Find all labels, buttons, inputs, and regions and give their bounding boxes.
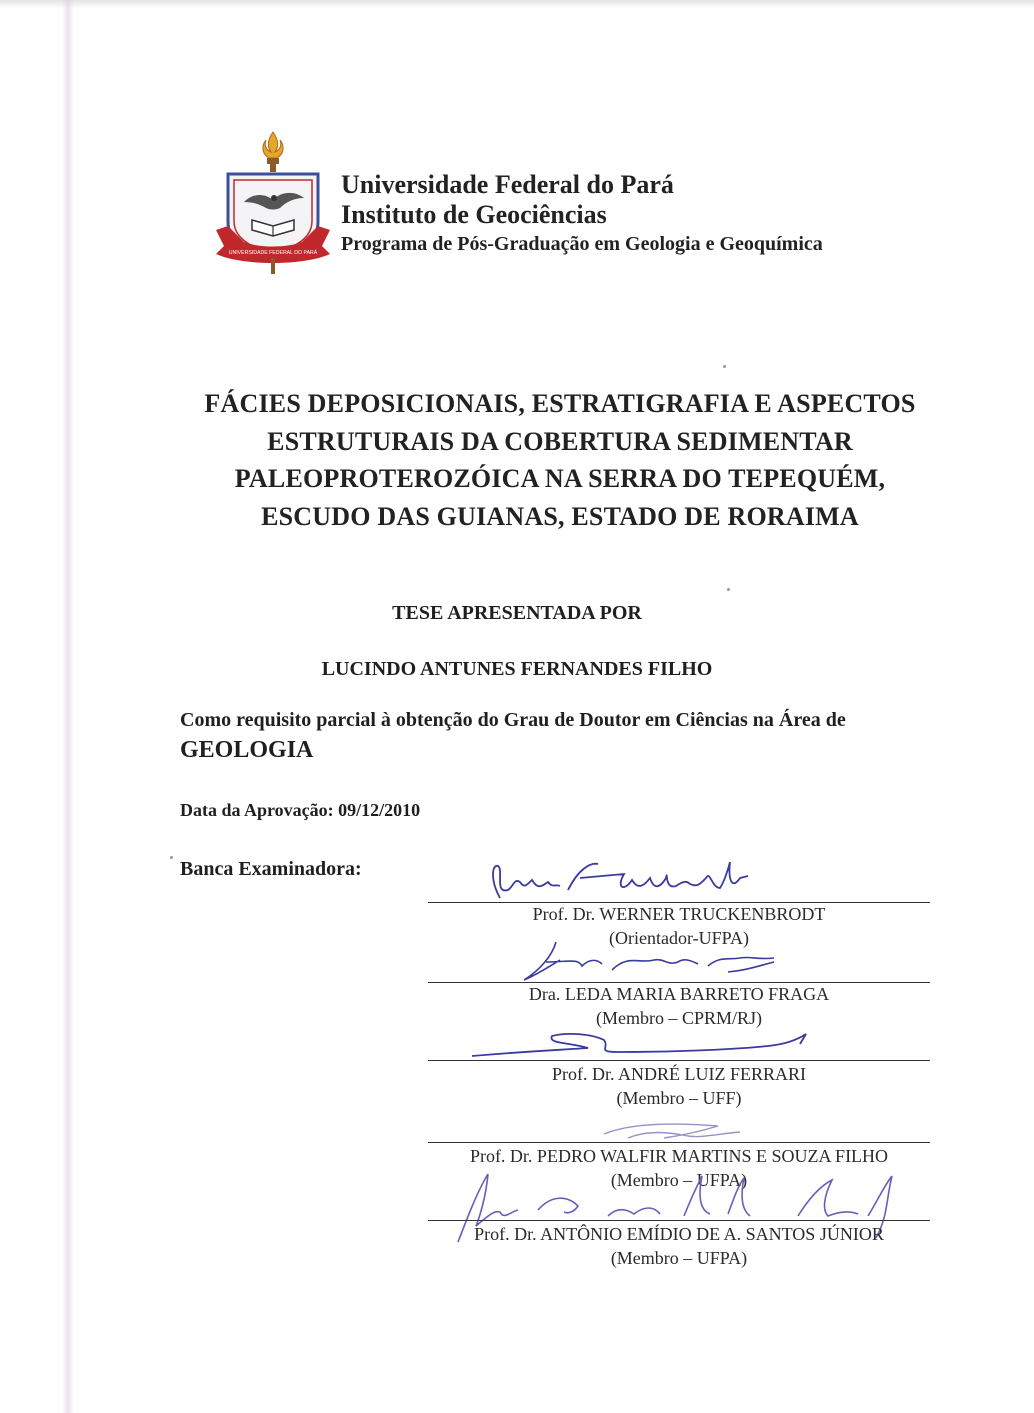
scan-top-edge (0, 0, 1034, 8)
university-name: Universidade Federal do Pará (341, 170, 674, 199)
member-name: Dra. LEDA MARIA BARRETO FRAGA (528, 984, 830, 1004)
member-name: Prof. Dr. ANDRÉ LUIZ FERRARI (551, 1064, 806, 1084)
thesis-title (150, 385, 970, 535)
signature-line (428, 1060, 930, 1061)
signature-line (428, 902, 930, 903)
ufpa-seal-icon (214, 130, 332, 276)
member-name: Prof. Dr. PEDRO WALFIR MARTINS E SOUZA FILHO (469, 1146, 889, 1166)
scan-speck (170, 856, 173, 859)
approval-date: Data da Aprovação: 09/12/2010 (180, 800, 421, 820)
member-name: Prof. Dr. WERNER TRUCKENBRODT (532, 904, 826, 924)
signature-line (428, 1220, 930, 1221)
title-line: ESTRUTURAIS DA COBERTURA SEDIMENTAR (267, 426, 853, 456)
requirement-area: GEOLOGIA (180, 737, 314, 763)
signature-line (428, 982, 930, 983)
signature-truckenbrodt (428, 860, 930, 904)
scan-speck (727, 588, 730, 591)
program-name: Programa de Pós-Graduação em Geologia e Geoquímica (341, 233, 823, 255)
title-line: PALEOPROTEROZÓICA NA SERRA DO TEPEQUÉM, (234, 464, 886, 493)
scan-left-edge (62, 0, 74, 1413)
title-line: FÁCIES DEPOSICIONAIS, ESTRATIGRAFIA E ASPECTOS (204, 389, 916, 418)
member-name: Prof. Dr. ANTÔNIO EMÍDIO DE A. SANTOS JÚNIOR (474, 1224, 884, 1244)
member-role: (Membro – UFF) (616, 1088, 742, 1108)
signature-fraga (428, 946, 930, 986)
member-role: (Membro – UFPA) (610, 1170, 748, 1190)
member-role: (Membro – UFPA) (610, 1248, 748, 1268)
scan-speck (723, 365, 726, 368)
member-role: (Membro – CPRM/RJ) (595, 1008, 763, 1028)
title-line: ESCUDO DAS GUIANAS, ESTADO DE RORAIMA (261, 501, 859, 531)
institute-name: Instituto de Geociências (341, 200, 607, 229)
member-role: (Orientador-UFPA) (609, 928, 749, 948)
committee-label: Banca Examinadora: (180, 858, 362, 880)
presented-by-label: TESE APRESENTADA POR (392, 602, 642, 624)
author-name: LUCINDO ANTUNES FERNANDES FILHO (321, 658, 713, 680)
signature-souza-filho (428, 1112, 930, 1144)
degree-requirement (180, 705, 960, 766)
institution-header (341, 170, 823, 258)
seal-ribbon-text: UNIVERSIDADE FEDERAL DO PARÁ (228, 250, 318, 256)
signature-line (428, 1142, 930, 1143)
requirement-text: Como requisito parcial à obtenção do Grau de Doutor em Ciências na Área de (180, 709, 846, 731)
